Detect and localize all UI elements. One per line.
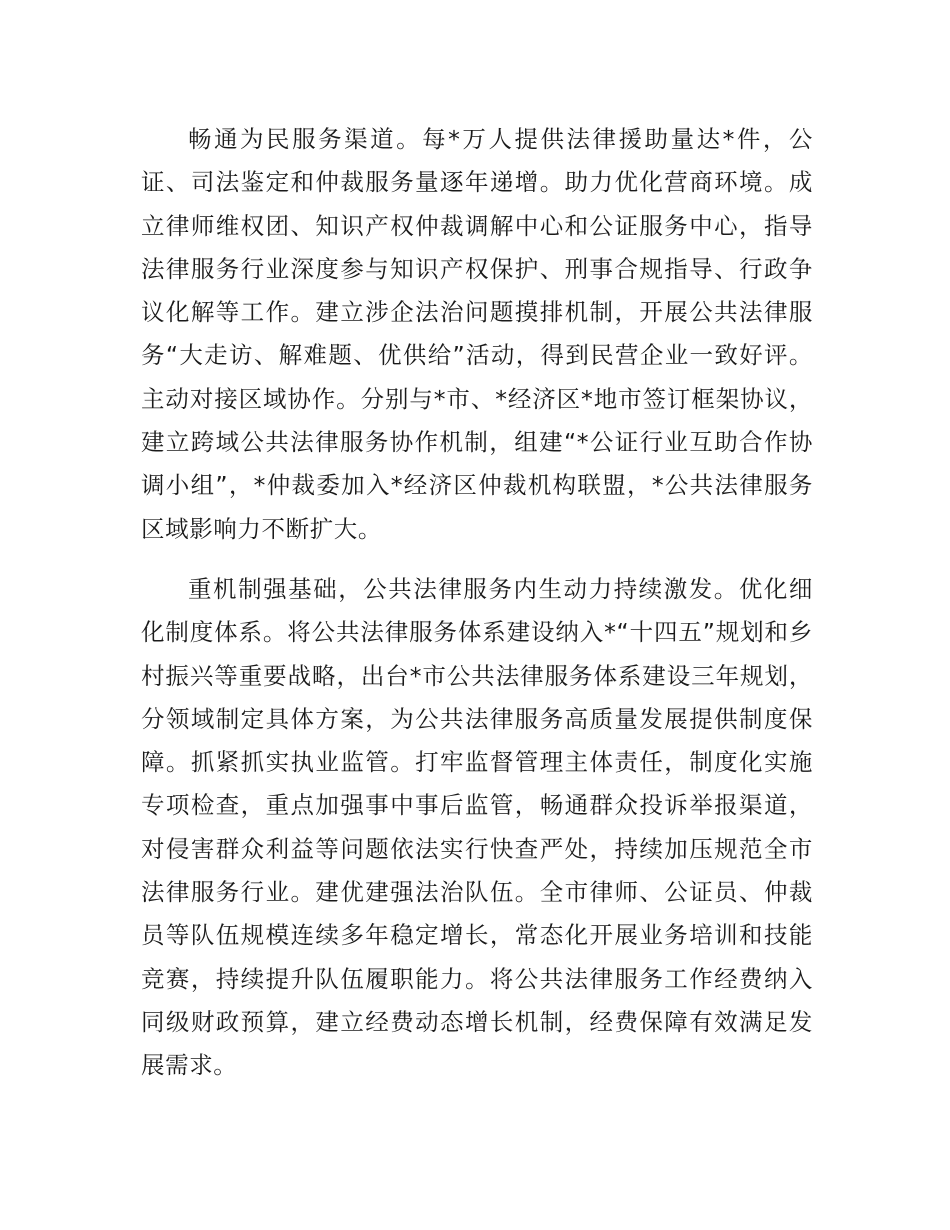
document-body [141,118,813,1088]
paragraph-mechanism-foundation: 重机制强基础，公共法律服务内生动力持续激发。优化细化制度体系。将公共法律服务体系建设纳入*“十四五”规划和乡村振兴等重要战略，出台*市公共法律服务体系建设三年规划，分领域制定具体方案，为公共法律服务高质量发展提供制度保障。抓紧抓实执业监管。打牢监督管理主体责任，制度化实施专项检查，重点加强事中事后监管，畅通群众投诉举报渠道，对侵害群众利益等问题依法实行快查严处，持续加压规范全市法律服务行业。建优建强法治队伍。全市律师、公证员、仲裁员等队伍规模连续多年稳定增长，常态化开展业务培训和技能竞赛，持续提升队伍履职能力。将公共法律服务工作经费纳入同级财政预算，建立经费动态增长机制，经费保障有效满足发展需求。 [141,574,813,1080]
paragraph-service-channels: 畅通为民服务渠道。每*万人提供法律援助量达*件，公证、司法鉴定和仲裁服务量逐年递增。助力优化营商环境。成立律师维权团、知识产权仲裁调解中心和公证服务中心，指导法律服务行业深度参与知识产权保护、刑事合规指导、行政争议化解等工作。建立涉企法治问题摸排机制，开展公共法律服务“大走访、解难题、优供给”活动，得到民营企业一致好评。主动对接区域协作。分别与*市、*经济区*地市签订框架协议，建立跨域公共法律服务协作机制，组建“*公证行业互助合作协调小组”，*仲裁委加入*经济区仲裁机构联盟，*公共法律服务区域影响力不断扩大。 [141,125,813,543]
